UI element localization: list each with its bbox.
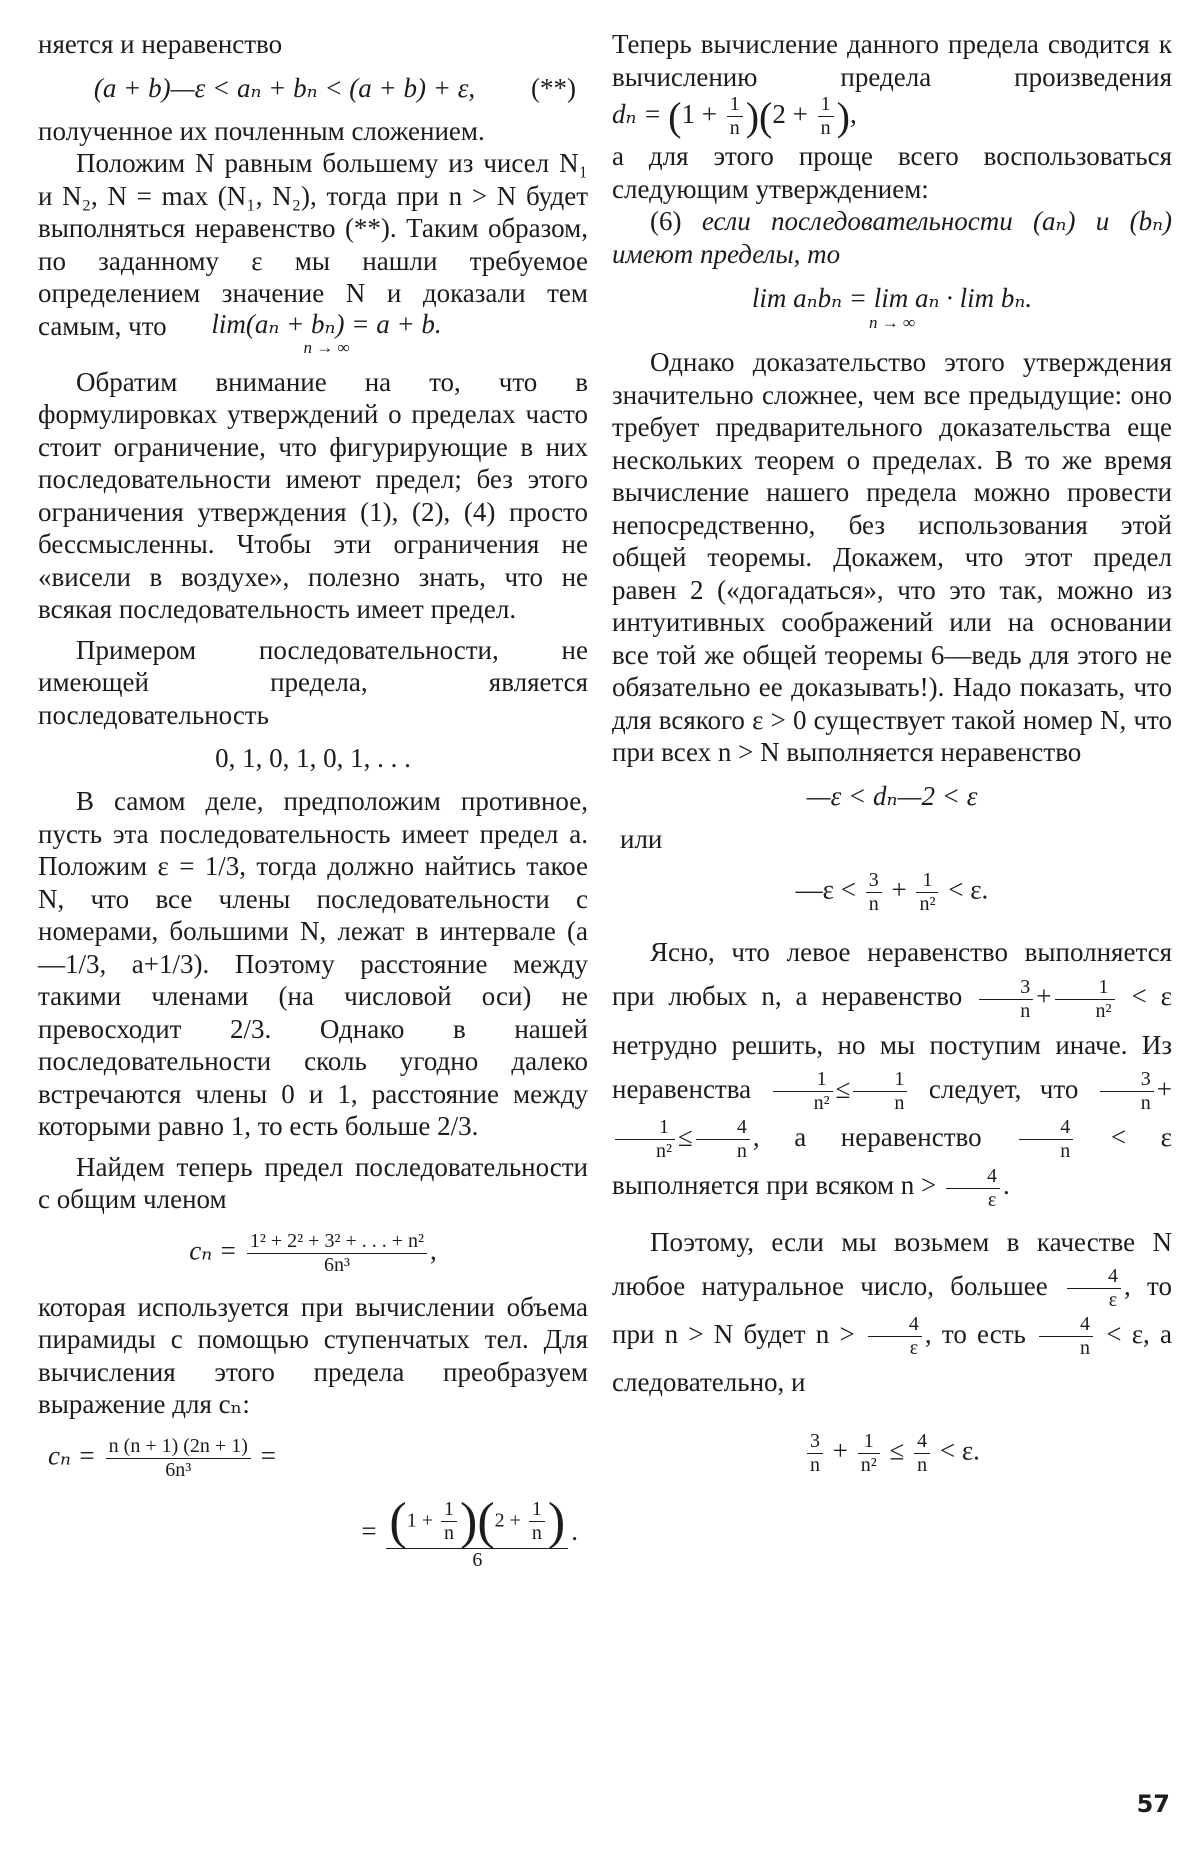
equation-tag: (**) xyxy=(531,72,576,103)
paragraph: няется и неравенство xyxy=(38,29,283,59)
formula-sum-inequality: (a + b)—ε < aₙ + bₙ < (a + b) + ε, (**) xyxy=(93,72,576,103)
paragraph: Обратим внимание на то, что в формулировках утверждений о пределах часто стоит ограничение, что фигурирующие в них последовательности имеют предел; без этого ограничения утверждения (1), (2), (4) просто бессмысленны. Чтобы эти ограничения не «висели в воздухе», полезно знать, что не всякая последовательность имеет предел. xyxy=(38,366,588,625)
formula-cn-expanded: cₙ = $\frac{n (n + 1) (2n + 1)}{\text{6n³}}$ = xyxy=(48,1434,276,1481)
paragraph: Теперь вычисление данного предела сводится к вычислению предела произведения dₙ = (1 + $\frac{1}{n}$ )(2 + $\frac{1}{n}$ ), xyxy=(612,29,1172,139)
paragraph: или xyxy=(620,823,663,854)
paragraph: Найдем теперь предел последовательности с общим членом xyxy=(38,1151,588,1215)
paragraph: а для этого проще всего воспользоваться следующим утверждением: xyxy=(612,141,1172,204)
paragraph: которая используется при вычислении объема пирамиды с помощью ступенчатых тел. Для вычисления этого предела преобразуем выражение для cₙ: xyxy=(38,1291,588,1420)
formula-inequality-dn: —ε < dₙ—2 < ε xyxy=(806,780,978,811)
paragraph: Ясно, что левое неравенство выполняется при любых n, а неравенство $\frac{3}{n}$ + $\frac{1}{\text{n²}}$ < ε нетрудно решить, но мы поступим иначе. Из неравенства $\frac{1}{\text{n²}}$ ≤ $\frac{1}{n}$ следует, что $\frac{3}{n}$ + $\frac{1}{\text{n²}}$ ≤ $\frac{4}{n}$ , а неравенство $\frac{4}{n}$ < ε выполняется при всяком n > $\frac{4}{\varepsilon}$ . xyxy=(612,937,1173,1211)
fraction: $\frac{\text{1² + 2² + 3² + . . . + n²}}{\text{6n³}}$ xyxy=(247,1230,427,1277)
paragraph: В самом деле, предположим противное, пусть эта последовательность имеет предел a. Положим ε = 1/3, тогда должно найтись такое N, что все члены последовательности с номерами, большими N, лежат в интервале (a—1/3, a+1/3). Поэтому расстояние между такими членами (на числовой оси) не превосходит 2/3. Однако в нашей последовательности сколь угодно далеко встречаются члены 0 и 1, расстояние между которыми равно 1, то есть больше 2/3. xyxy=(38,786,588,1142)
right-column xyxy=(612,28,1172,1491)
formula-cn: cₙ = $\frac{\text{1² + 2² + 3² + . . . + n²}}{\text{6n³}}$ , xyxy=(189,1229,437,1276)
paragraph: Положим N равным большему из чисел N₁ и N₂, N = max (N₁, N₂), тогда при n > N будет выполняться неравенство (**). Таким образом, по заданному ε мы нашли требуемое определением значение N и доказали тем самым, что lim(aₙ + bₙ) = a + b. n → ∞ xyxy=(38,148,588,358)
paragraph: Примером последовательности, не имеющей предела, является последовательность xyxy=(38,634,588,730)
page-number: 57 xyxy=(1136,1790,1170,1818)
formula-inequality-explicit: —ε < $\frac{3}{n}$ + $\frac{1}{\text{n²}}$ < ε. xyxy=(795,869,989,916)
paragraph: Однако доказательство этого утверждения значительно сложнее, чем все предыдущие: оно требует предварительного доказательства еще нескольких теорем о пределах. В то же время вычисление нашего предела можно провести непосредственно, без использования этой общей теоремы. Докажем, что этот предел равен 2 («догадаться», что это так, можно из интуитивных соображений или на основании все той же общей теоремы 6—ведь для этого не обязательно ее доказывать!). Надо показать, что для всякого ε > 0 существует такой номер N, что при всех n > N выполняется неравенство xyxy=(612,347,1172,768)
paragraph: Поэтому, если мы возьмем в качестве N любое натуральное число, большее $\frac{4}{\varepsilon}$ , то при n > N будет n > $\frac{4}{\varepsilon}$ , то есть $\frac{4}{n}$ < ε, а следовательно, и xyxy=(612,1226,1172,1398)
limit-expression: lim(aₙ + bₙ) = a + b. n → ∞ xyxy=(211,308,442,358)
formula-final-inequality: $\frac{3}{n}$ + $\frac{1}{\text{n²}}$ ≤ $\frac{4}{n}$ < ε. xyxy=(612,1430,1172,1477)
left-column xyxy=(38,28,588,1582)
formula-dn: dₙ = (1 + $\frac{1}{n}$ )(2 + $\frac{1}{n}$ ), xyxy=(612,93,857,139)
fraction: (1 + $\frac{1}{n}$ )(2 + $\frac{1}{n}$ ) 6 xyxy=(386,1496,568,1572)
sequence-example: 0, 1, 0, 1, 0, 1, . . . xyxy=(215,743,411,774)
limit-expression: lim aₙbₙ = lim aₙ · lim bₙ. n → ∞ xyxy=(751,283,1033,332)
formula-limit-product xyxy=(612,284,1172,332)
statement-6: (6) если последовательности (aₙ) и (bₙ) имеют пределы, то xyxy=(612,206,1173,269)
paragraph: полученное их почленным сложением. xyxy=(38,115,485,146)
fraction: $\frac{n (n + 1) (2n + 1)}{\text{6n³}}$ xyxy=(106,1435,251,1482)
formula-cn-factored: = (1 + $\frac{1}{n}$ )(2 + $\frac{1}{n}$ ) 6 . xyxy=(361,1492,578,1571)
